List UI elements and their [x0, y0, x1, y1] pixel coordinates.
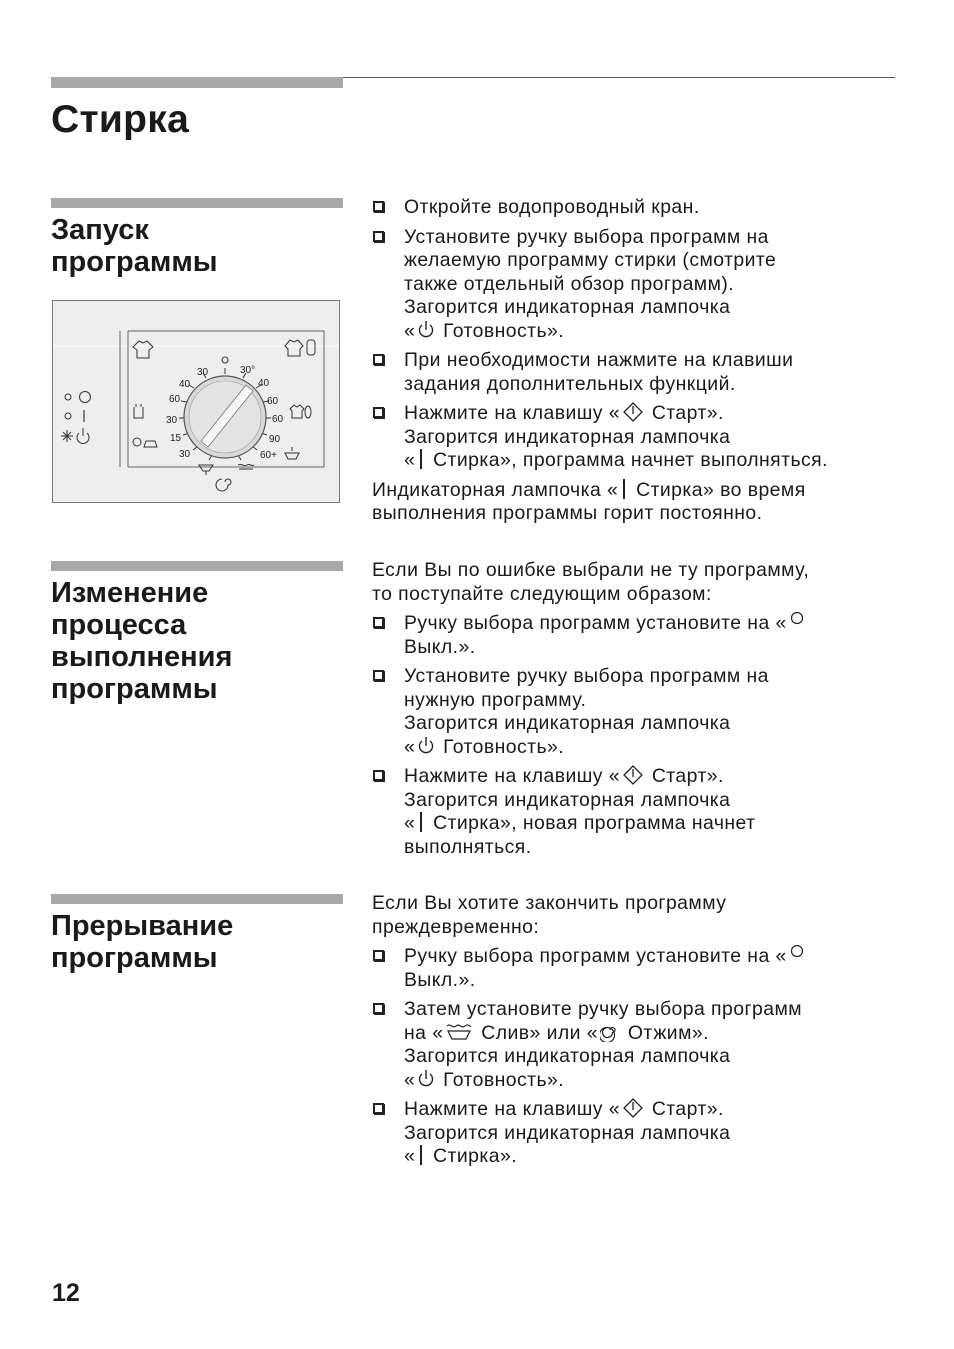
- text-fragment: «: [404, 449, 416, 471]
- list-item: [372, 226, 897, 344]
- spin-icon: [600, 1022, 620, 1042]
- list-item: [372, 945, 897, 992]
- text-fragment: Готовность».: [437, 1068, 565, 1091]
- power-icon: [417, 736, 435, 756]
- paragraph: [372, 892, 897, 939]
- dial-label: 30: [179, 449, 191, 460]
- list-item: [372, 665, 897, 759]
- text-line: желаемую программу стирки (смотрите: [404, 249, 777, 271]
- text-line: Если Вы хотите закончить программу: [372, 892, 727, 914]
- text-line: выполняться.: [404, 835, 532, 858]
- paragraph: [372, 479, 897, 526]
- wash-indicator-icon: [417, 812, 425, 832]
- text-line: выполнения программы горит постоянно.: [372, 502, 763, 524]
- text-line: задания дополнительных функций.: [404, 372, 736, 395]
- text-fragment: Старт».: [646, 765, 724, 787]
- text-fragment: Отжим».: [622, 1021, 709, 1044]
- text-fragment: Стирка».: [427, 1145, 518, 1167]
- section-title-line: выполнения: [51, 641, 233, 673]
- text-fragment: Стирка» во время: [630, 478, 806, 501]
- text-fragment: «: [404, 735, 416, 758]
- section-title-interrupt: [51, 910, 341, 974]
- start-icon: [622, 765, 644, 785]
- dial-label: 30: [166, 415, 178, 426]
- section-rule: [51, 894, 343, 904]
- top-rule-bar: [51, 77, 343, 88]
- list-item: [372, 612, 897, 659]
- text-line: Загорится индикаторная лампочка: [404, 1121, 731, 1144]
- text-line: Загорится индикаторная лампочка: [404, 296, 731, 318]
- text-line: преждевременно:: [372, 915, 540, 938]
- section-body-change: [372, 559, 897, 865]
- list-item: [372, 349, 897, 396]
- text-line: то поступайте следующим образом:: [372, 582, 712, 605]
- off-circle-icon: [789, 945, 805, 965]
- text-fragment: «: [404, 1145, 416, 1167]
- section-title-line: программы: [51, 246, 218, 278]
- text-line: [404, 449, 897, 473]
- checkbox-bullet-icon: [373, 407, 384, 418]
- text-line: Выкл.».: [404, 635, 476, 658]
- power-icon: [417, 320, 435, 340]
- list-item: [372, 1098, 897, 1169]
- text-fragment: «: [404, 319, 416, 342]
- paragraph: [372, 559, 897, 606]
- text-fragment: «: [404, 1068, 416, 1091]
- text-line: [404, 1022, 897, 1046]
- dial-label: 30°: [240, 365, 256, 376]
- drain-icon: [445, 1022, 473, 1042]
- page-number: 12: [52, 1279, 80, 1307]
- text-line: также отдельный обзор программ).: [404, 272, 735, 295]
- wash-indicator-icon: [620, 479, 628, 499]
- dial-label: 30: [197, 367, 209, 378]
- text-line: [404, 945, 897, 969]
- dial-label: 40: [179, 379, 191, 390]
- text-line: Если Вы по ошибке выбрали не ту программу,: [372, 559, 810, 581]
- dial-label: 60: [267, 396, 279, 407]
- section-title-line: Запуск: [51, 214, 149, 246]
- checkbox-bullet-icon: [373, 354, 384, 365]
- list-item: [372, 765, 897, 859]
- section-rule: [51, 561, 343, 571]
- section-title-change: [51, 577, 341, 705]
- wash-indicator-icon: [417, 1145, 425, 1165]
- text-line: Загорится индикаторная лампочка: [404, 1045, 731, 1067]
- text-fragment: Слив» или «: [475, 1021, 599, 1044]
- dial-label: 60+: [260, 450, 277, 461]
- text-fragment: Нажмите на клавишу «: [404, 1098, 620, 1120]
- checkbox-bullet-icon: [373, 1103, 384, 1114]
- text-fragment: Старт».: [646, 402, 724, 424]
- list-item: [372, 402, 897, 473]
- text-fragment: Ручку выбора программ установите на «: [404, 612, 787, 634]
- list-item: [372, 196, 897, 220]
- text-fragment: Нажмите на клавишу «: [404, 402, 620, 424]
- checkbox-bullet-icon: [373, 950, 384, 961]
- text-line: Затем установите ручку выбора программ: [404, 998, 803, 1020]
- page-title: Стирка: [51, 98, 190, 141]
- off-circle-icon: [789, 612, 805, 632]
- text-line: [404, 402, 897, 426]
- text-line: Загорится индикаторная лампочка: [404, 425, 731, 448]
- section-body-interrupt: [372, 892, 897, 1175]
- power-icon: [417, 1069, 435, 1089]
- text-fragment: Готовность».: [437, 735, 565, 758]
- start-icon: [622, 402, 644, 422]
- checkbox-bullet-icon: [373, 201, 384, 212]
- text-fragment: на «: [404, 1021, 444, 1044]
- dial-label: 40: [258, 378, 270, 389]
- text-line: нужную программу.: [404, 688, 587, 711]
- text-line: Откройте водопроводный кран.: [404, 196, 700, 218]
- list-item: [372, 998, 897, 1092]
- program-dial-illustration: [53, 301, 339, 502]
- text-fragment: Нажмите на клавишу «: [404, 765, 620, 787]
- section-title-line: программы: [51, 942, 218, 974]
- text-fragment: Стирка», программа начнет выполняться.: [427, 449, 828, 471]
- dial-label: 90: [269, 434, 281, 445]
- wash-indicator-icon: [417, 449, 425, 469]
- start-icon: [622, 1098, 644, 1118]
- checkbox-bullet-icon: [373, 1003, 384, 1014]
- section-body-start: [372, 196, 897, 532]
- top-rule-line: [343, 77, 895, 78]
- text-line: [404, 612, 897, 636]
- text-line: [404, 1145, 897, 1169]
- dial-label: 60: [272, 414, 284, 425]
- dial-label: 15: [170, 433, 182, 444]
- section-title-line: процесса: [51, 609, 187, 641]
- text-fragment: Старт».: [646, 1098, 724, 1120]
- checkbox-bullet-icon: [373, 231, 384, 242]
- checkbox-bullet-icon: [373, 617, 384, 628]
- text-fragment: Ручку выбора программ установите на «: [404, 945, 787, 967]
- text-line: [404, 1069, 897, 1093]
- text-fragment: Готовность».: [437, 319, 565, 342]
- checkbox-bullet-icon: [373, 770, 384, 781]
- text-line: При необходимости нажмите на клавиши: [404, 349, 794, 371]
- control-panel-illustration: [52, 300, 340, 503]
- section-title-start: [51, 214, 341, 278]
- section-rule: [51, 198, 343, 208]
- text-line: [404, 736, 897, 760]
- text-line: [404, 1098, 897, 1122]
- text-line: [404, 812, 897, 836]
- text-line: [372, 479, 897, 503]
- text-line: Установите ручку выбора программ на: [404, 225, 769, 248]
- section-title-line: Прерывание: [51, 910, 234, 942]
- text-fragment: Стирка», новая программа начнет: [427, 812, 756, 834]
- program-selector-knob: [184, 376, 266, 458]
- text-line: [404, 765, 897, 789]
- text-line: Установите ручку выбора программ на: [404, 665, 769, 687]
- text-line: [404, 320, 897, 344]
- text-line: Загорится индикаторная лампочка: [404, 788, 731, 811]
- section-title-line: Изменение: [51, 577, 209, 609]
- text-line: Загорится индикаторная лампочка: [404, 712, 731, 734]
- checkbox-bullet-icon: [373, 670, 384, 681]
- text-fragment: Индикаторная лампочка «: [372, 478, 619, 501]
- section-title-line: программы: [51, 673, 218, 705]
- text-line: Выкл.».: [404, 968, 476, 991]
- text-fragment: «: [404, 812, 416, 834]
- dial-label: 60: [169, 394, 181, 405]
